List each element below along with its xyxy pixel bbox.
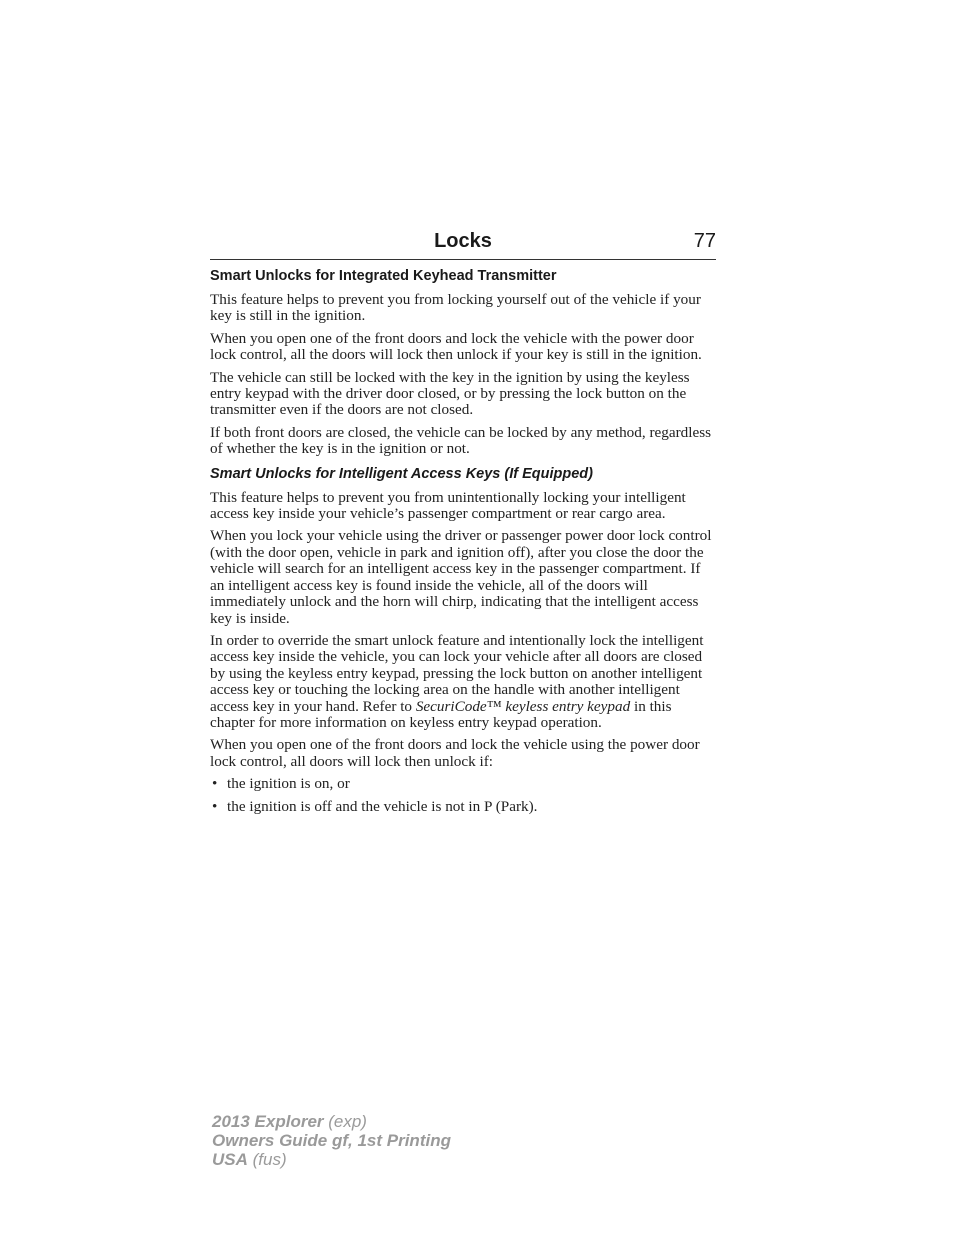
footer-market: USA <box>212 1150 248 1169</box>
paragraph: If both front doors are closed, the vehicle can be locked by any method, regardless of whether the key is in the ignition or not. <box>210 423 712 458</box>
footer-model-code: (exp) <box>323 1112 367 1131</box>
footer-line-1 <box>212 1112 451 1131</box>
bullet-icon: • <box>212 775 218 793</box>
footer-market-code: (fus) <box>247 1150 287 1169</box>
paragraph: When you lock your vehicle using the driver or passenger power door lock control (with the door open, vehicle in park and ignition off), after you close the door the vehicle will search for an intelligent access key in the passenger compartment. If an intelligent access key is found inside the vehicle, all of the doors will immediately unlock and the horn will chirp, indicating that the intelligent access key is inside. <box>210 527 712 627</box>
page-content <box>210 266 718 821</box>
bullet-text: the ignition is off and the vehicle is not in P (Park). <box>227 797 538 815</box>
page-number: 77 <box>693 230 716 252</box>
section-heading-keyhead-transmitter: Smart Unlocks for Integrated Keyhead Transmitter <box>210 268 557 284</box>
page-header <box>210 226 716 260</box>
paragraph: This feature helps to prevent you from locking yourself out of the vehicle if your key is still in the ignition. <box>210 291 701 325</box>
footer-line-3 <box>212 1150 451 1169</box>
section-title: Locks <box>434 230 492 252</box>
bullet-item <box>210 799 718 815</box>
paragraph: When you open one of the front doors and lock the vehicle using the power door lock control, all doors will lock then unlock if: <box>210 736 700 770</box>
bullet-list <box>210 776 718 815</box>
bullet-item <box>210 776 718 792</box>
footer-model: 2013 Explorer <box>212 1112 324 1131</box>
override-text-before: In order to override the smart unlock feature and intentionally lock the intelligent access key inside the vehicle, you can lock your vehicle after all doors are closed by using the keyless entry keypad, pressing the lock button on another intelligent access key or touching the locking area on the handle with another intelligent access key in your hand. Refer to <box>210 631 704 715</box>
paragraph: This feature helps to prevent you from unintentionally locking your intelligent access key inside your vehicle’s passenger compartment or rear cargo area. <box>210 488 686 523</box>
bullet-icon: • <box>212 797 218 815</box>
securicode-reference: SecuriCode™ keyless entry keypad <box>415 697 631 715</box>
page-footer <box>212 1112 451 1169</box>
paragraph: When you open one of the front doors and lock the vehicle with the power door lock control, all the doors will lock then unlock if your key is still in the ignition. <box>210 329 702 364</box>
override-text-after: in this chapter for more information on keyless entry keypad operation. <box>210 697 672 731</box>
override-paragraph <box>210 633 718 731</box>
footer-line-2: Owners Guide gf, 1st Printing <box>212 1131 451 1150</box>
section-heading-intelligent-access: Smart Unlocks for Intelligent Access Keys (If Equipped) <box>210 465 593 482</box>
paragraph: The vehicle can still be locked with the key in the ignition by using the keyless entry keypad with the driver door closed, or by pressing the lock button on the transmitter even if the doors are not closed. <box>210 368 690 419</box>
bullet-text: the ignition is on, or <box>227 775 350 793</box>
